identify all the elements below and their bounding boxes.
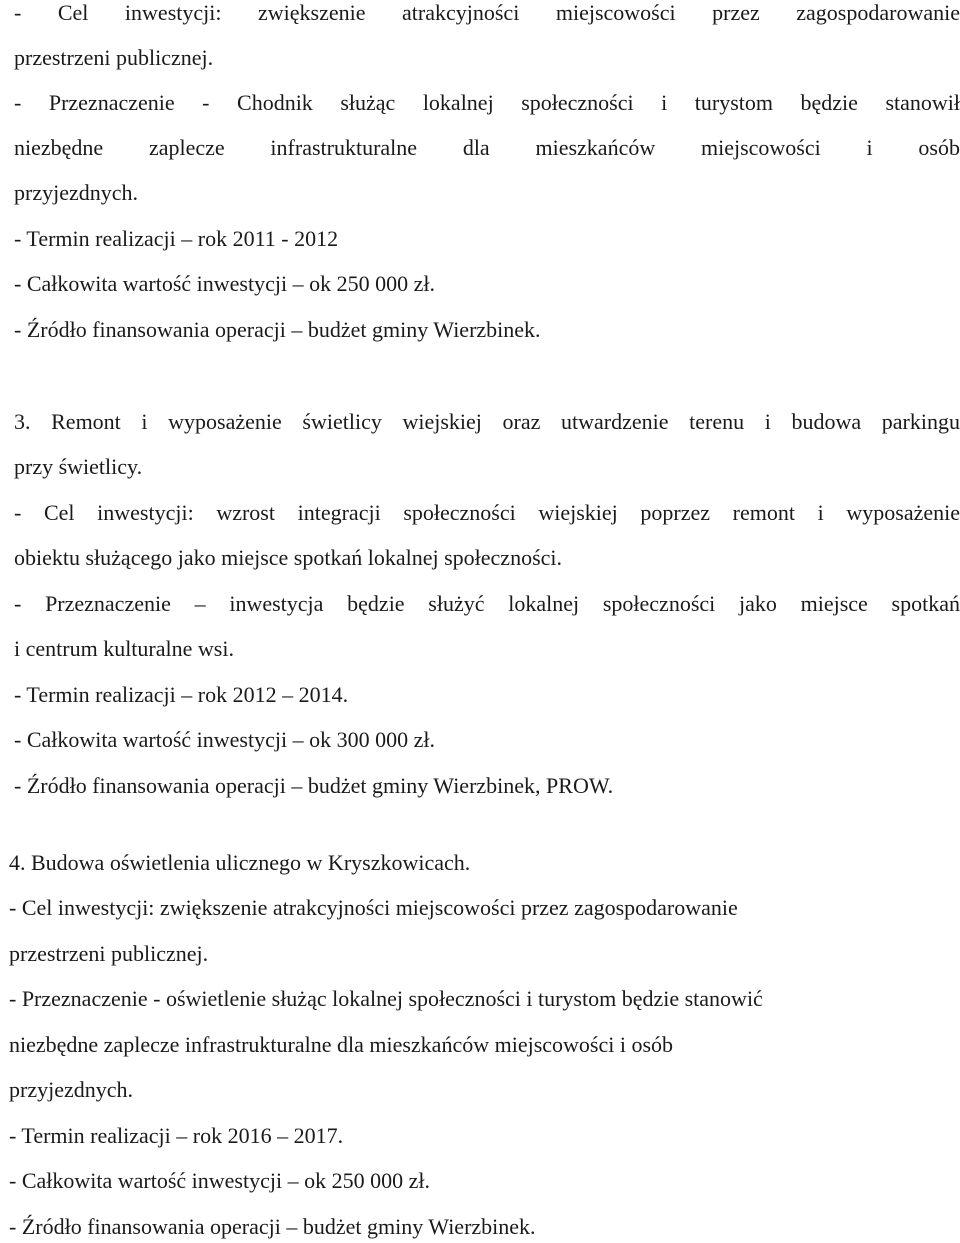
funding-source-line: - Źródło finansowania operacji – budżet gminy Wierzbinek, PROW. — [14, 773, 614, 798]
total-value-line: - Całkowita wartość inwestycji – ok 300 000 zł. — [14, 727, 435, 752]
total-value-line: - Całkowita wartość inwestycji – ok 250 000 zł. — [14, 271, 435, 296]
funding-source-line: - Źródło finansowania operacji – budżet gminy Wierzbinek. — [9, 1214, 536, 1239]
purpose-line-cont: niezbędne zaplecze infrastrukturalne dla mieszkańców miejscowości i osób — [14, 135, 960, 160]
goal-line-cont: przestrzeni publicznej. — [9, 941, 209, 966]
purpose-line-end: przyjezdnych. — [14, 180, 138, 205]
goal-line-cont: przestrzeni publicznej. — [14, 45, 214, 70]
goal-line: - Cel inwestycji: zwiększenie atrakcyjności miejscowości przez zagospodarowanie — [14, 0, 960, 25]
funding-source-line: - Źródło finansowania operacji – budżet gminy Wierzbinek. — [14, 317, 541, 342]
deadline-line: - Termin realizacji – rok 2011 - 2012 — [14, 226, 339, 251]
deadline-line: - Termin realizacji – rok 2012 – 2014. — [14, 682, 349, 707]
goal-line: - Cel inwestycji: wzrost integracji społeczności wiejskiej poprzez remont i wyposażenie — [14, 500, 960, 525]
purpose-line-end: przyjezdnych. — [9, 1077, 133, 1102]
goal-line-cont: obiektu służącego jako miejsce spotkań lokalnej społeczności. — [14, 545, 563, 570]
purpose-line: - Przeznaczenie - oświetlenie służąc lokalnej społeczności i turystom będzie stanowić — [9, 986, 763, 1011]
purpose-line: - Przeznaczenie – inwestycja będzie służyć lokalnej społeczności jako miejsce spotkań — [14, 591, 960, 616]
section-heading-cont: przy świetlicy. — [14, 454, 143, 479]
purpose-line: - Przeznaczenie - Chodnik służąc lokalnej społeczności i turystom będzie stanowił — [14, 90, 960, 115]
purpose-line-cont: i centrum kulturalne wsi. — [14, 636, 234, 661]
purpose-line-cont: niezbędne zaplecze infrastrukturalne dla mieszkańców miejscowości i osób — [9, 1032, 674, 1057]
section-heading: 3. Remont i wyposażenie świetlicy wiejskiej oraz utwardzenie terenu i budowa parkingu — [14, 409, 960, 434]
section-heading: 4. Budowa oświetlenia ulicznego w Kryszkowicach. — [9, 850, 471, 875]
deadline-line: - Termin realizacji – rok 2016 – 2017. — [9, 1123, 344, 1148]
goal-line: - Cel inwestycji: zwiększenie atrakcyjności miejscowości przez zagospodarowanie — [9, 895, 738, 920]
total-value-line: - Całkowita wartość inwestycji – ok 250 000 zł. — [9, 1168, 430, 1193]
